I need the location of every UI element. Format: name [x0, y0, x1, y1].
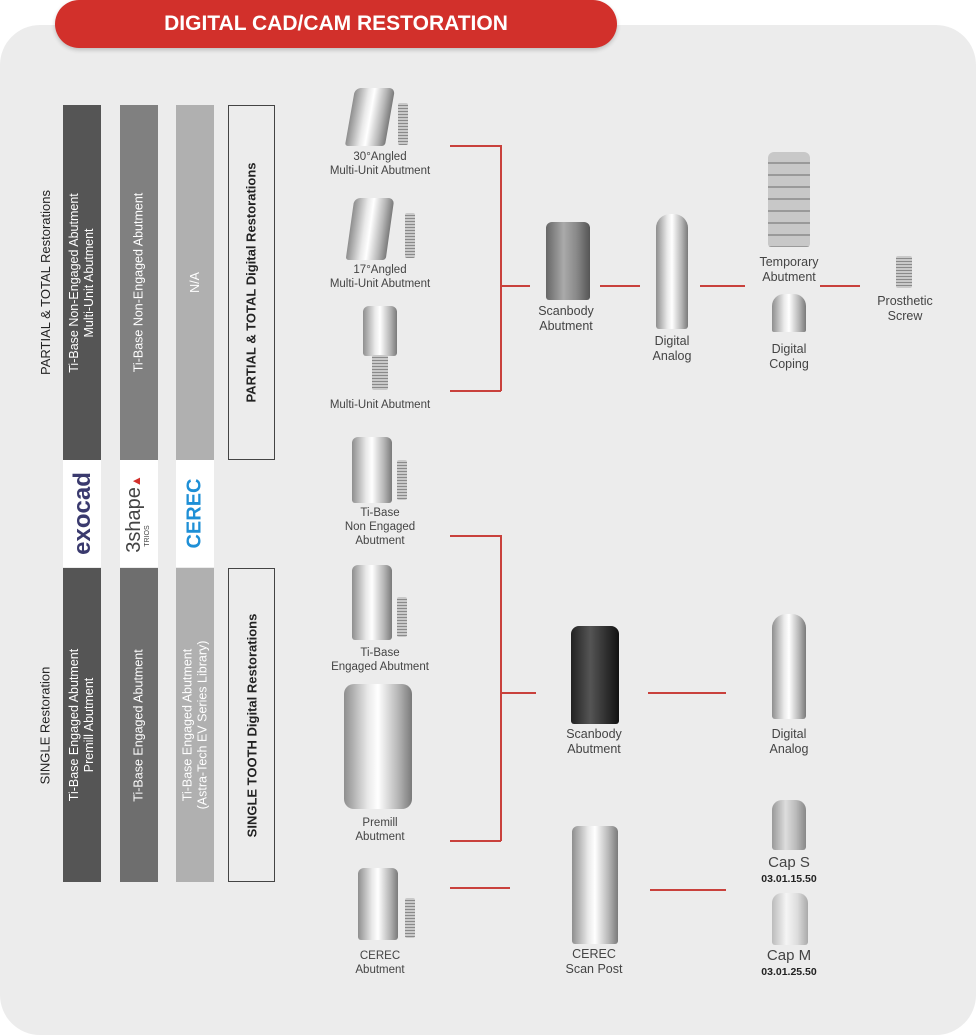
box-text: SINGLE TOOTH Digital Restorations: [244, 613, 259, 837]
label-line: CEREC: [359, 950, 401, 962]
label-line: Analog: [769, 742, 809, 756]
connector-line: [450, 390, 501, 392]
bar-text: Ti-Base Non-Engaged Abutment: [131, 192, 146, 373]
cerec-partial-bar: [176, 105, 214, 460]
connector-line: [600, 285, 640, 287]
bar-line: Multi-Unit Abutment: [82, 227, 97, 338]
product-label-temporary: [759, 255, 818, 285]
cerec-single-bar: [176, 568, 214, 882]
bar-text: [67, 649, 97, 801]
label-line: Abutment: [762, 270, 816, 284]
section-label-partial: [30, 105, 60, 460]
tibase-engaged-image: [352, 565, 392, 640]
bar-line: Ti-Base Non-Engaged Abutment: [67, 192, 82, 373]
label-line: Ti-Base: [360, 647, 400, 659]
label-line: Coping: [769, 357, 809, 371]
label-line: Non Engaged: [344, 521, 416, 533]
connector-line: [820, 285, 860, 287]
prosthetic-screw-image: [896, 256, 912, 288]
product-label-screw: [877, 294, 933, 324]
connector-line: [500, 145, 502, 391]
product-label-scanbody-top: [538, 304, 594, 334]
logo-text: CEREC: [183, 478, 206, 549]
temporary-abutment-image: [768, 152, 810, 247]
label-line: Screw: [887, 309, 923, 323]
product-label-cerec-abutment: [355, 949, 404, 977]
label-line: Abutment: [355, 831, 405, 843]
label-line: Abutment: [355, 964, 405, 976]
label-line: Scanbody: [538, 304, 594, 318]
label-line: Abutment: [539, 319, 593, 333]
product-label-premill: [355, 816, 404, 844]
premill-abutment-image: [344, 684, 412, 809]
cerec-abutment-image: [358, 868, 398, 940]
cap-code: 03.01.15.50: [761, 873, 817, 885]
label-line: Temporary: [759, 255, 819, 269]
label-line: Multi-Unit Abutment: [329, 165, 431, 177]
label-line: Scan Post: [565, 962, 623, 976]
connector-line: [450, 535, 501, 537]
screw-image: [405, 898, 415, 938]
product-label-scan-post: [566, 947, 623, 977]
page-title: DIGITAL CAD/CAM RESTORATION: [55, 0, 617, 48]
screw-image: [398, 103, 408, 145]
product-label-angled-17: [330, 263, 430, 291]
product-label-coping: [769, 342, 809, 372]
scanbody-abutment-image: [546, 222, 590, 300]
connector-line: [450, 887, 510, 889]
exocad-logo: [63, 460, 101, 567]
logo-text: exocad: [68, 472, 96, 555]
connector-line: [650, 889, 726, 891]
bar-line: Premill Abutment: [82, 677, 97, 773]
bar-text: [67, 193, 97, 373]
connector-line: [500, 692, 536, 694]
section-label-text: SINGLE Restoration: [37, 666, 53, 784]
label-line: Engaged Abutment: [331, 661, 429, 673]
label-line: Digital: [771, 727, 807, 741]
cap-name: Cap S: [768, 854, 810, 871]
label-line: Abutment: [567, 742, 621, 756]
product-label-scanbody-bottom: [566, 727, 622, 757]
product-label-tibase-e: [331, 646, 429, 674]
bar-line: Ti-Base Engaged Abutment: [180, 648, 194, 802]
product-label-analog-bottom: [770, 727, 809, 757]
bar-line: Ti-Base Engaged Abutment: [67, 648, 82, 802]
bar-text: [180, 641, 210, 810]
cap-name: Cap M: [766, 947, 812, 964]
connector-line: [450, 840, 501, 842]
screw-image: [397, 597, 407, 637]
cerec-logo: [176, 460, 214, 567]
label-line: Digital: [654, 334, 690, 348]
box-text: PARTIAL & TOTAL Digital Restorations: [244, 162, 260, 403]
label-line: Ti-Base: [360, 507, 400, 519]
label-line: Analog: [652, 349, 692, 363]
bar-line: (Astra-Tech EV Series Library): [195, 640, 209, 810]
label-line: Digital: [771, 342, 807, 356]
product-label-cap-s: [761, 855, 816, 887]
logo-text: 3shape: [123, 486, 146, 553]
cap-s-image: [772, 800, 806, 850]
logo-subtext: TRIOS: [144, 524, 152, 547]
screw-image: [397, 460, 407, 500]
label-line: Prosthetic: [877, 294, 933, 308]
partial-total-box: [228, 105, 275, 460]
product-label-tibase-ne: [345, 506, 415, 548]
cap-m-image: [772, 893, 808, 945]
digital-analog-image: [656, 214, 688, 329]
connector-line: [450, 145, 501, 147]
multi-unit-abutment-image: [363, 306, 397, 356]
label-line: Multi-Unit Abutment: [329, 278, 431, 290]
triangle-icon: ▲: [129, 474, 144, 487]
label-line: Scanbody: [566, 727, 622, 741]
tibase-non-engaged-image: [352, 437, 392, 503]
label-line: Abutment: [355, 535, 405, 547]
label-line: CEREC: [572, 947, 616, 961]
screw-image: [405, 213, 415, 258]
section-label-single: [30, 568, 60, 882]
exocad-single-bar: [63, 568, 101, 882]
label-line: Premill: [362, 817, 398, 829]
section-label-text: PARTIAL & TOTAL Restorations: [37, 190, 53, 375]
cap-code: 03.01.25.50: [761, 966, 817, 978]
product-label-cap-m: [761, 948, 816, 980]
label-line: 17°Angled: [353, 264, 407, 276]
product-label-angled-30: [330, 150, 430, 178]
connector-line: [500, 535, 502, 841]
digital-coping-image: [772, 294, 806, 332]
bar-text: N/A: [187, 272, 202, 293]
digital-analog-image: [772, 614, 806, 719]
3shape-single-bar: [120, 568, 158, 882]
exocad-partial-bar: [63, 105, 101, 460]
single-tooth-box: [228, 568, 275, 882]
connector-line: [700, 285, 745, 287]
cerec-scan-post-image: [572, 826, 618, 944]
product-label-multi-unit: Multi-Unit Abutment: [329, 399, 431, 411]
3shape-logo: [120, 460, 158, 567]
label-line: 30°Angled: [353, 151, 407, 163]
3shape-partial-bar: [120, 105, 158, 460]
scanbody-abutment-image: [571, 626, 619, 724]
connector-line: [500, 285, 530, 287]
product-label-analog-top: [653, 334, 692, 364]
connector-line: [648, 692, 726, 694]
multi-unit-screw-image: [372, 355, 388, 390]
bar-text: Ti-Base Engaged Abutment: [131, 648, 146, 802]
